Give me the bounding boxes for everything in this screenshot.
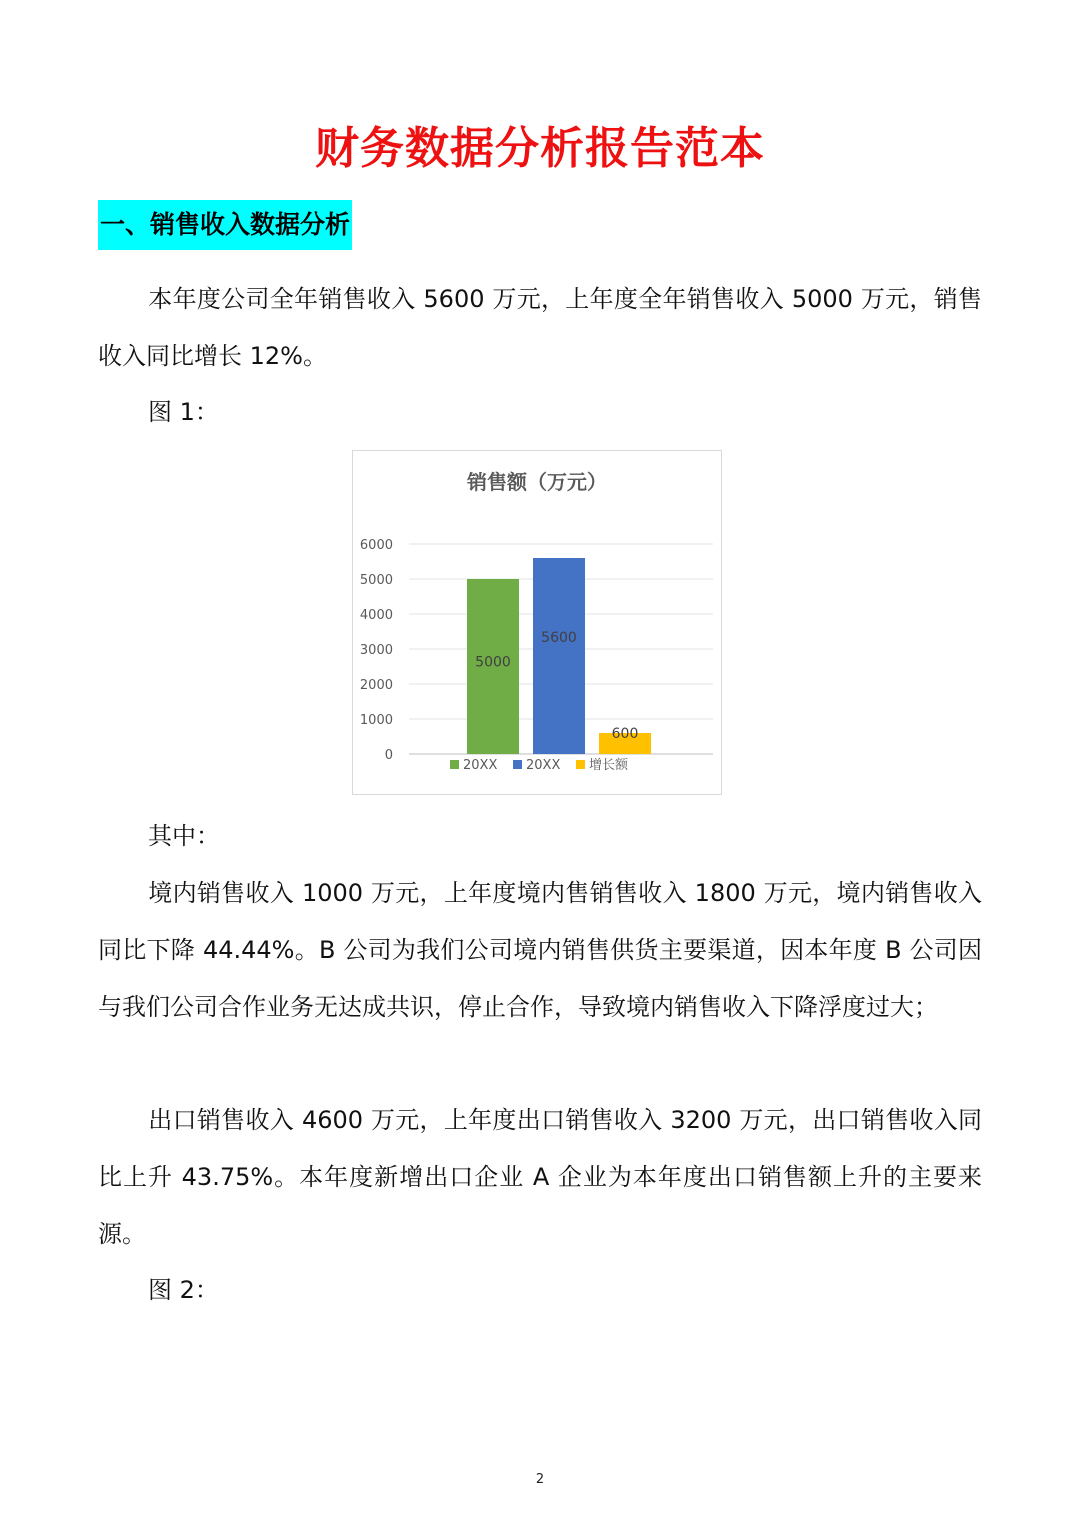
legend-swatch-3 <box>576 760 585 769</box>
among-label: 其中： <box>148 822 220 850</box>
chart-title: 销售额（万元） <box>467 470 607 494</box>
figure-1-label: 图 1： <box>148 398 219 426</box>
y-tick-label: 6000 <box>359 538 393 553</box>
bar-2 <box>533 558 585 754</box>
figure-2-label: 图 2： <box>148 1276 219 1304</box>
legend-label: 20XX <box>463 758 498 773</box>
domestic-text: 境内销售收入 1000 万元，上年度境内售销售收入 1800 万元，境内销售收入同比下降 44.44%。B 公司为我们公司境内销售供货主要渠道，因本年度 B 公司因与我们公司合作业务无达成共识，停止合作，导致境内销售收入下降浮度过大； <box>98 879 982 1021</box>
y-tick-label: 3000 <box>359 643 393 658</box>
legend-label: 增长额 <box>589 758 629 773</box>
y-tick-label: 4000 <box>359 608 393 623</box>
y-tick-label: 5000 <box>359 573 393 588</box>
y-tick-label: 0 <box>384 748 393 763</box>
section-heading: 一、销售收入数据分析 <box>98 200 352 250</box>
bar-data-label: 5600 <box>541 630 577 646</box>
export-paragraph <box>98 1092 982 1263</box>
bar-data-label: 5000 <box>475 654 511 671</box>
intro-paragraph <box>98 271 982 385</box>
legend-swatch-2 <box>513 760 522 769</box>
page-title: 财务数据分析报告范本 <box>315 123 765 174</box>
bar-data-label: 600 <box>611 726 639 742</box>
domestic-paragraph <box>98 865 982 1036</box>
page-number: 2 <box>535 1472 545 1487</box>
sales-chart-svg <box>353 451 721 794</box>
export-text: 出口销售收入 4600 万元，上年度出口销售收入 3200 万元，出口销售收入同比上升 43.75%。本年度新增出口企业 A 企业为本年度出口销售额上升的主要来源。 <box>98 1106 982 1248</box>
legend-label: 20XX <box>526 758 561 773</box>
y-tick-label: 2000 <box>359 678 393 693</box>
sales-chart <box>352 450 722 795</box>
legend-swatch-1 <box>450 760 459 769</box>
y-tick-label: 1000 <box>359 713 393 728</box>
intro-text: 本年度公司全年销售收入 5600 万元，上年度全年销售收入 5000 万元，销售收入同比增长 12%。 <box>98 285 982 370</box>
